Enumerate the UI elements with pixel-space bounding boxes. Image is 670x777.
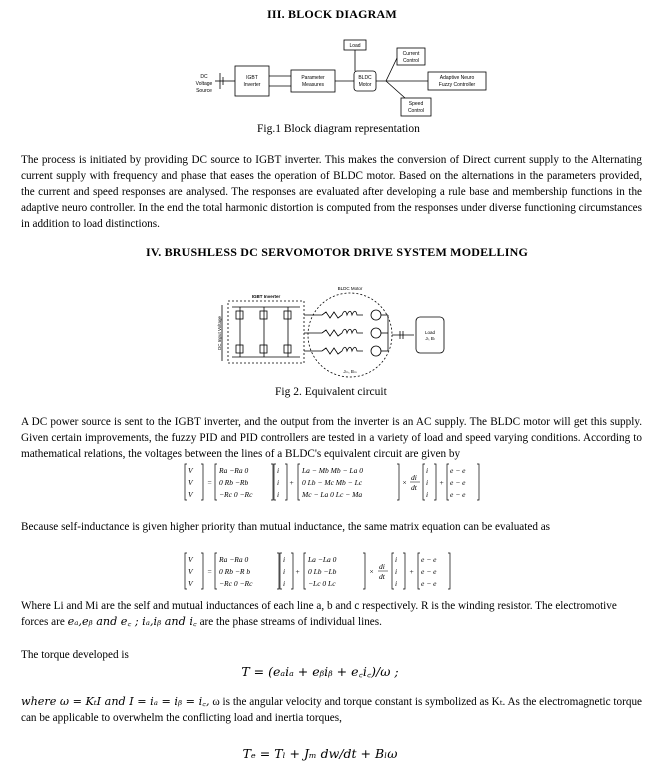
svg-text:+: +: [409, 567, 415, 576]
svg-text:i: i: [426, 478, 429, 487]
svg-text:0 Rb −R b: 0 Rb −R b: [219, 567, 251, 576]
svg-text:Ra −Ra 0: Ra −Ra 0: [219, 555, 249, 564]
svg-text:0 Lb −Lb: 0 Lb −Lb: [308, 567, 337, 576]
svg-text:i: i: [283, 555, 286, 564]
svg-text:i: i: [277, 478, 280, 487]
svg-text:i: i: [426, 466, 429, 475]
para6-math: where ω = KₜI and I = iₐ = iᵦ = i꜀,: [21, 695, 210, 708]
svg-text:V: V: [188, 567, 193, 576]
paragraph-inductances-line1: Where Li and Mi are the self and mutual inductances of each line a, b and c respectively. R is the winding resistor. The electromotive: [21, 600, 617, 612]
svg-text:V: V: [188, 579, 193, 588]
section-heading-modelling: IV. BRUSHLESS DC SERVOMOTOR DRIVE SYSTEM MODELLING: [146, 245, 528, 259]
paragraph-inductances-line2: [21, 614, 642, 630]
svg-text:i: i: [426, 490, 429, 499]
svg-text:V: V: [188, 466, 193, 475]
dc-source-line1: DC: [200, 74, 208, 80]
svg-text:×: ×: [402, 478, 408, 487]
paragraph-dc-source: A DC power source is sent to the IGBT inverter, and the output from the inverter is an AC supply. The BLDC motor will get this supply. Given certain improvements, the fuzzy PID and PID controllers are tested in a variety of load and speed varying conditions. According to mathematical relations, the voltages between the lines of a BLDC's equivalent circuit are given by: [21, 416, 642, 460]
svg-text:dt: dt: [379, 572, 385, 581]
para4-post: are the phase streams of individual lines.: [196, 616, 382, 628]
paragraph-inductances: [21, 598, 642, 630]
speed-control-line1: Speed: [408, 101, 424, 107]
svg-text:i: i: [395, 555, 398, 564]
svg-text:+: +: [295, 567, 301, 576]
svg-text:La −La 0: La −La 0: [308, 555, 337, 564]
paragraph-self-inductance: Because self-inductance is given higher priority than mutual inductance, the same matrix equation can be evaluated as: [21, 521, 551, 533]
paragraph-process: The process is initiated by providing DC source to IGBT inverter. This makes the conversion of Direct current supply to the Alternating current supply with frequency and phase that eases the operation of BLDC motor. Based on the alternations in the parameters provided, the current and speed responses are analysed. The responses are evaluated after developing a rule base and membership functions in the adaptive neuro controller. In the end the total harmonic distortion is computed from the responses under diverse functioning circumstances in addition to load distinctions.: [21, 154, 642, 230]
svg-text:0 Lb − Mc Mb − Lc: 0 Lb − Mc Mb − Lc: [302, 478, 363, 487]
dc-input-label: DC Input Voltage: [217, 315, 222, 351]
paragraph-angular-velocity: [21, 694, 642, 726]
para4-math: eₐ,eᵦ and e꜀ ; iₐ,iᵦ and i꜀: [67, 615, 197, 628]
svg-text:e − e: e − e: [421, 567, 437, 576]
svg-text:La − Mb Mb − La 0: La − Mb Mb − La 0: [302, 466, 363, 475]
svg-text:dt: dt: [411, 483, 417, 492]
current-control-line1: Current: [402, 51, 420, 57]
svg-text:=: =: [207, 567, 213, 576]
bldc-block-line1: BLDC: [358, 75, 372, 81]
fig1-caption: Fig.1 Block diagram representation: [257, 123, 420, 135]
motor-label: BLDC Motor: [337, 286, 363, 291]
svg-text:0 Rb −Rb: 0 Rb −Rb: [219, 478, 249, 487]
section-heading-block-diagram: III. BLOCK DIAGRAM: [267, 7, 397, 21]
paragraph-torque: The torque developed is: [21, 649, 129, 661]
svg-text:=: =: [207, 478, 213, 487]
igbt-block-line1: IGBT: [246, 75, 258, 81]
block-diagram: [190, 38, 490, 120]
svg-text:e − e: e − e: [421, 579, 437, 588]
svg-text:i: i: [395, 579, 398, 588]
svg-text:+: +: [289, 478, 295, 487]
jm-label: Jₘ, Bₘ: [343, 369, 357, 374]
dc-source-line3: Source: [196, 88, 212, 94]
para6-rest: ω is the angular velocity and torque constant is symbolized as Kₜ. As the electromagnetic torque can be applicable to overwhelm the conflicting load and inertia torques,: [21, 696, 643, 724]
current-control-line2: Control: [402, 58, 420, 64]
svg-text:×: ×: [369, 567, 375, 576]
electromagnetic-torque-equation: Tₑ = Tₗ + Jₘ dw/dt + Bₗω: [242, 746, 398, 761]
svg-text:e − e: e − e: [450, 490, 466, 499]
svg-text:e − e: e − e: [450, 478, 466, 487]
equivalent-circuit: [218, 283, 450, 383]
igbt-block-line2: Inverter: [243, 82, 261, 88]
svg-text:V: V: [188, 555, 193, 564]
load-label-line2: Jₗ, Bₗ: [425, 336, 435, 341]
svg-text:i: i: [283, 567, 286, 576]
svg-text:V: V: [188, 490, 193, 499]
svg-text:−Rc 0 −Rc: −Rc 0 −Rc: [219, 490, 253, 499]
bldc-block-line2: Motor: [358, 82, 372, 88]
param-block-line1: Parameter: [301, 75, 325, 81]
anfc-block-line1: Adaptive Neuro: [439, 75, 475, 81]
svg-text:e − e: e − e: [450, 466, 466, 475]
dc-source-line2: Voltage: [195, 81, 213, 87]
svg-text:di: di: [411, 473, 417, 482]
load-block: Load: [349, 43, 361, 49]
para4-pre: forces are: [21, 616, 68, 628]
svg-text:−Rc 0 −Rc: −Rc 0 −Rc: [219, 579, 253, 588]
inverter-label: IGBT Inverter: [251, 294, 281, 299]
torque-equation: T = (eₐiₐ + eᵦiᵦ + e꜀i꜀)/ω ;: [241, 664, 399, 679]
svg-text:Ra −Ra 0: Ra −Ra 0: [219, 466, 249, 475]
svg-text:i: i: [277, 490, 280, 499]
svg-text:i: i: [277, 466, 280, 475]
matrix-equation-1: [183, 462, 483, 502]
svg-text:−Lc 0 Lc: −Lc 0 Lc: [308, 579, 336, 588]
svg-text:V: V: [188, 478, 193, 487]
param-block-line2: Measures: [302, 82, 324, 88]
svg-text:di: di: [379, 562, 385, 571]
svg-text:e − e: e − e: [421, 555, 437, 564]
svg-text:i: i: [395, 567, 398, 576]
svg-text:+: +: [439, 478, 445, 487]
svg-text:Mc − La 0 Lc − Ma: Mc − La 0 Lc − Ma: [302, 490, 363, 499]
speed-control-line2: Control: [407, 108, 425, 114]
anfc-block-line2: Fuzzy Controller: [438, 82, 476, 88]
svg-text:i: i: [283, 579, 286, 588]
fig2-caption: Fig 2. Equivalent circuit: [275, 386, 387, 398]
matrix-equation-2: [183, 551, 483, 591]
load-label-line1: Load: [424, 330, 436, 335]
